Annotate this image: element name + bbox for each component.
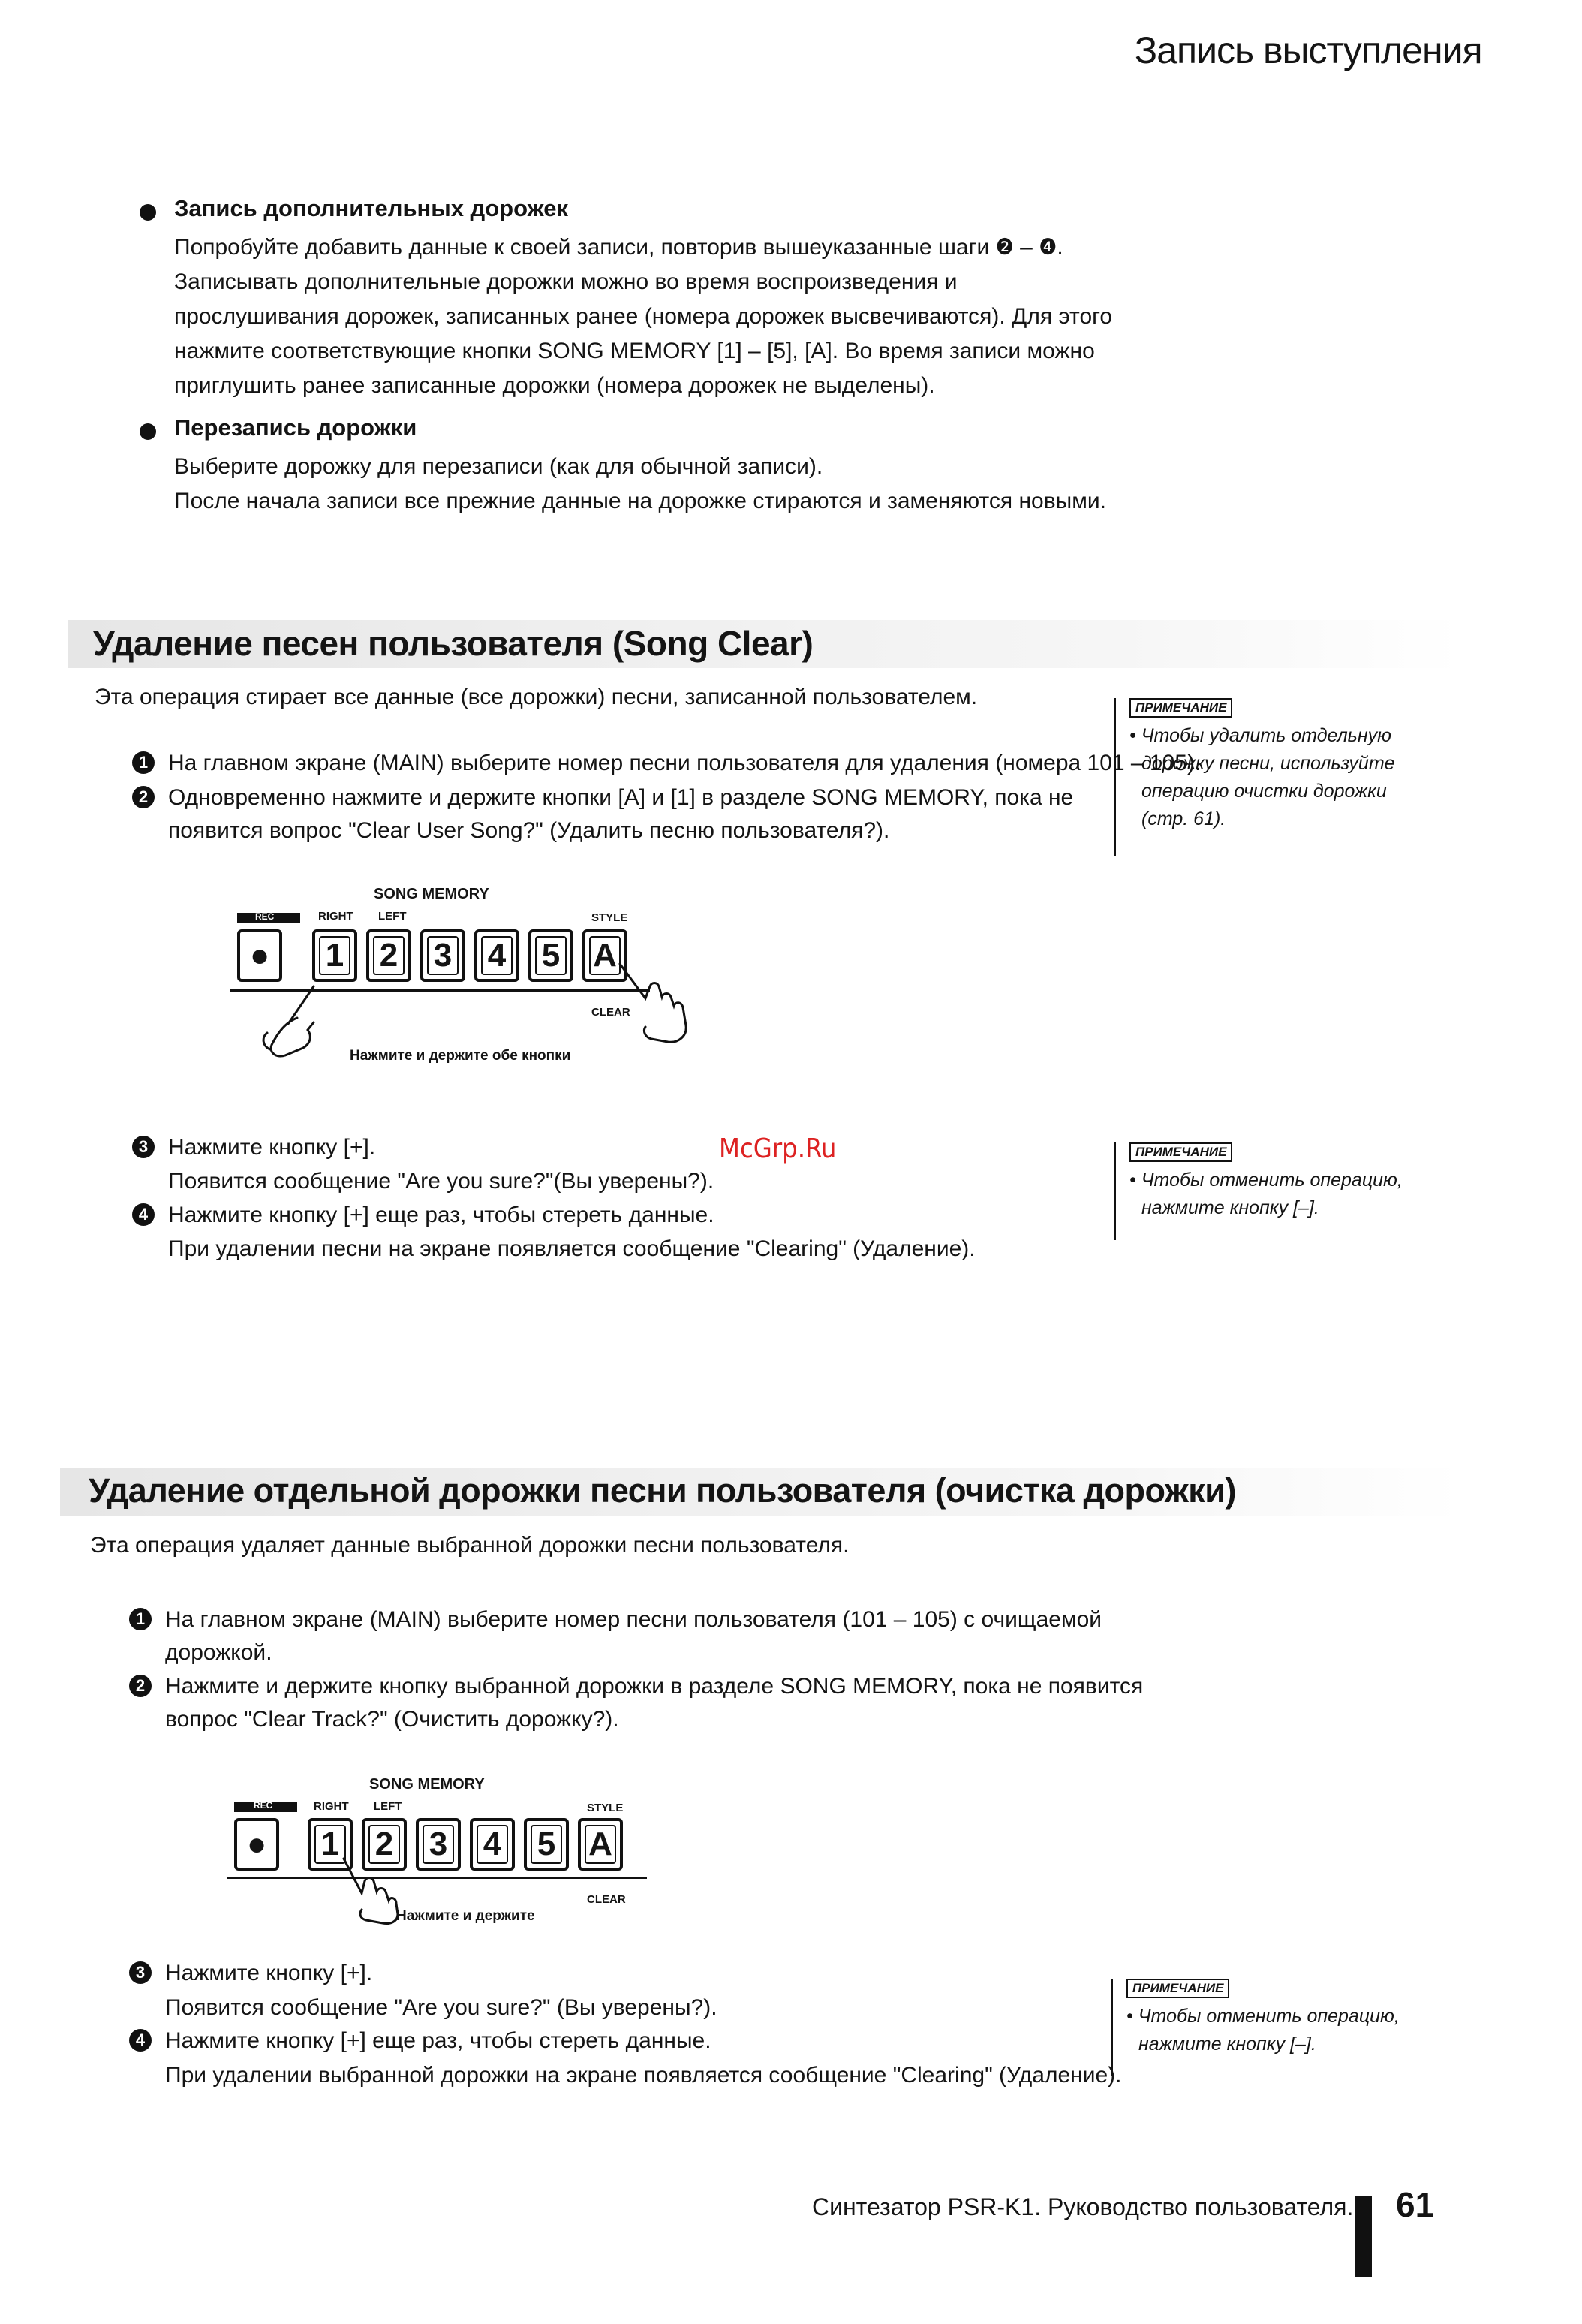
rec-label: REC [255,911,275,922]
step-text: Нажмите кнопку [+]. [168,1135,376,1160]
song-memory-diagram [222,1776,687,1941]
step-number: 1 [132,751,155,774]
step-text: Нажмите и держите кнопку выбранной дорожки в разделе SONG MEMORY, пока не появится [165,1674,1144,1699]
section-title-song-clear: Удаление песен пользователя (Song Clear) [93,624,814,663]
bullet-dot [140,204,156,221]
subsection-line: После начала записи все прежние данные на дорожке стираются и заменяются новыми. [174,489,1106,513]
track-3-key: 3 [416,1818,461,1871]
bullet-dot [140,423,156,440]
track-4-key: 4 [470,1818,515,1871]
step-text: дорожкой. [165,1640,272,1665]
subsection-line: Выберите дорожку для перезаписи (как для обычной записи). [174,454,823,479]
step-number: 1 [129,1608,152,1630]
subsection-line: нажмите соответствующие кнопки SONG MEMORY [1] – [5], [A]. Во время записи можно [174,339,1095,363]
rec-key: ● [237,929,282,982]
panel-line [227,1877,647,1879]
subsection-line: Попробуйте добавить данные к своей записи, повторив вышеуказанные шаги ❷ – ❹. [174,235,1063,260]
note-box [1114,698,1395,856]
note-tag: ПРИМЕЧАНИЕ [1129,1142,1232,1162]
note-tag: ПРИМЕЧАНИЕ [1126,1979,1229,1998]
note-line: • Чтобы удалить отдельную [1129,725,1391,746]
footer-text: Синтезатор PSR-K1. Руководство пользователя. [812,2193,1354,2220]
left-label: LEFT [378,910,407,923]
style-label: STYLE [591,911,628,924]
step-number: 2 [132,786,155,808]
diagram-heading: SONG MEMORY [369,1776,485,1793]
track-5-key: 5 [524,1818,569,1871]
track-a-key: A [578,1818,623,1871]
track-3-key: 3 [420,929,465,982]
note-line: • Чтобы отменить операцию, [1129,1170,1403,1191]
section-intro: Эта операция удаляет данные выбранной дорожки песни пользователя. [90,1533,850,1558]
footer-bar [1355,2196,1372,2277]
right-label: RIGHT [318,910,353,923]
hand-icon [335,1854,402,1926]
step-text: При удалении песни на экране появляется сообщение "Clearing" (Удаление). [168,1236,976,1261]
note-box [1114,1142,1403,1240]
diagram-caption: Нажмите и держите обе кнопки [350,1048,571,1064]
style-label: STYLE [587,1802,624,1814]
step-text: Нажмите кнопку [+] еще раз, чтобы стереть данные. [165,2028,711,2053]
subsection-line: приглушить ранее записанные дорожки (номера дорожек не выделены). [174,373,935,398]
note-line: дорожку песни, используйте [1141,753,1395,774]
clear-label: CLEAR [587,1893,626,1906]
step-number: 2 [129,1675,152,1697]
step-text: При удалении выбранной дорожки на экране появляется сообщение "Clearing" (Удаление). [165,2063,1122,2088]
track-2-key: 2 [366,929,411,982]
diagram-heading: SONG MEMORY [374,886,489,902]
page-header-title: Запись выступления [1135,29,1482,71]
subsection-title: Перезапись дорожки [174,414,417,441]
diagram-caption: Нажмите и держите [396,1908,535,1924]
left-label: LEFT [374,1800,402,1813]
right-label: RIGHT [314,1800,349,1813]
subsection-title: Запись дополнительных дорожек [174,195,568,221]
step-number: 3 [129,1961,152,1984]
track-4-key: 4 [474,929,519,982]
note-line: (стр. 61). [1141,808,1226,829]
rec-key: ● [234,1818,279,1871]
hand-icon [612,958,695,1048]
step-text: На главном экране (MAIN) выберите номер песни пользователя (101 – 105) с очищаемой [165,1607,1102,1632]
page-number: 61 [1396,2185,1435,2224]
track-2-key: 2 [362,1818,407,1871]
note-line: операцию очистки дорожки [1141,781,1387,802]
watermark: McGrp.Ru [719,1133,837,1164]
step-text: Появится сообщение "Are you sure?"(Вы уверены?). [168,1169,714,1194]
note-line: нажмите кнопку [–]. [1141,1197,1319,1218]
note-tag: ПРИМЕЧАНИЕ [1129,698,1232,718]
track-1-key: 1 [308,1818,353,1871]
step-number: 4 [132,1203,155,1226]
step-number: 3 [132,1136,155,1158]
song-memory-diagram [225,886,705,1081]
step-text: появится вопрос "Clear User Song?" (Удалить песню пользователя?). [168,818,890,843]
step-text: На главном экране (MAIN) выберите номер песни пользователя для удаления (номера 101 – 105). [168,751,1202,775]
track-5-key: 5 [528,929,573,982]
step-text: вопрос "Clear Track?" (Очистить дорожку?). [165,1707,619,1732]
step-text: Одновременно нажмите и держите кнопки [A] и [1] в разделе SONG MEMORY, пока не [168,785,1074,810]
subsection-line: прослушивания дорожек, записанных ранее (номера дорожек высвечиваются). Для этого [174,304,1113,329]
note-line: нажмите кнопку [–]. [1138,2034,1316,2055]
note-line: • Чтобы отменить операцию, [1126,2006,1400,2027]
rec-label: REC [254,1800,273,1811]
track-1-key: 1 [312,929,357,982]
section-intro: Эта операция стирает все данные (все дорожки) песни, записанной пользователем. [95,685,978,709]
step-text: Нажмите кнопку [+] еще раз, чтобы стереть данные. [168,1203,714,1227]
section-title-track-clear: Удаление отдельной дорожки песни пользователя (очистка дорожки) [89,1471,1236,1510]
subsection-line: Записывать дополнительные дорожки можно во время воспроизведения и [174,269,958,294]
step-number: 4 [129,2029,152,2052]
step-text: Появится сообщение "Are you sure?" (Вы уверены?). [165,1995,717,2020]
step-text: Нажмите кнопку [+]. [165,1961,373,1985]
track-a-key: A [582,929,627,982]
hand-icon [255,980,330,1063]
clear-label: CLEAR [591,1006,630,1019]
note-box [1111,1979,1400,2076]
